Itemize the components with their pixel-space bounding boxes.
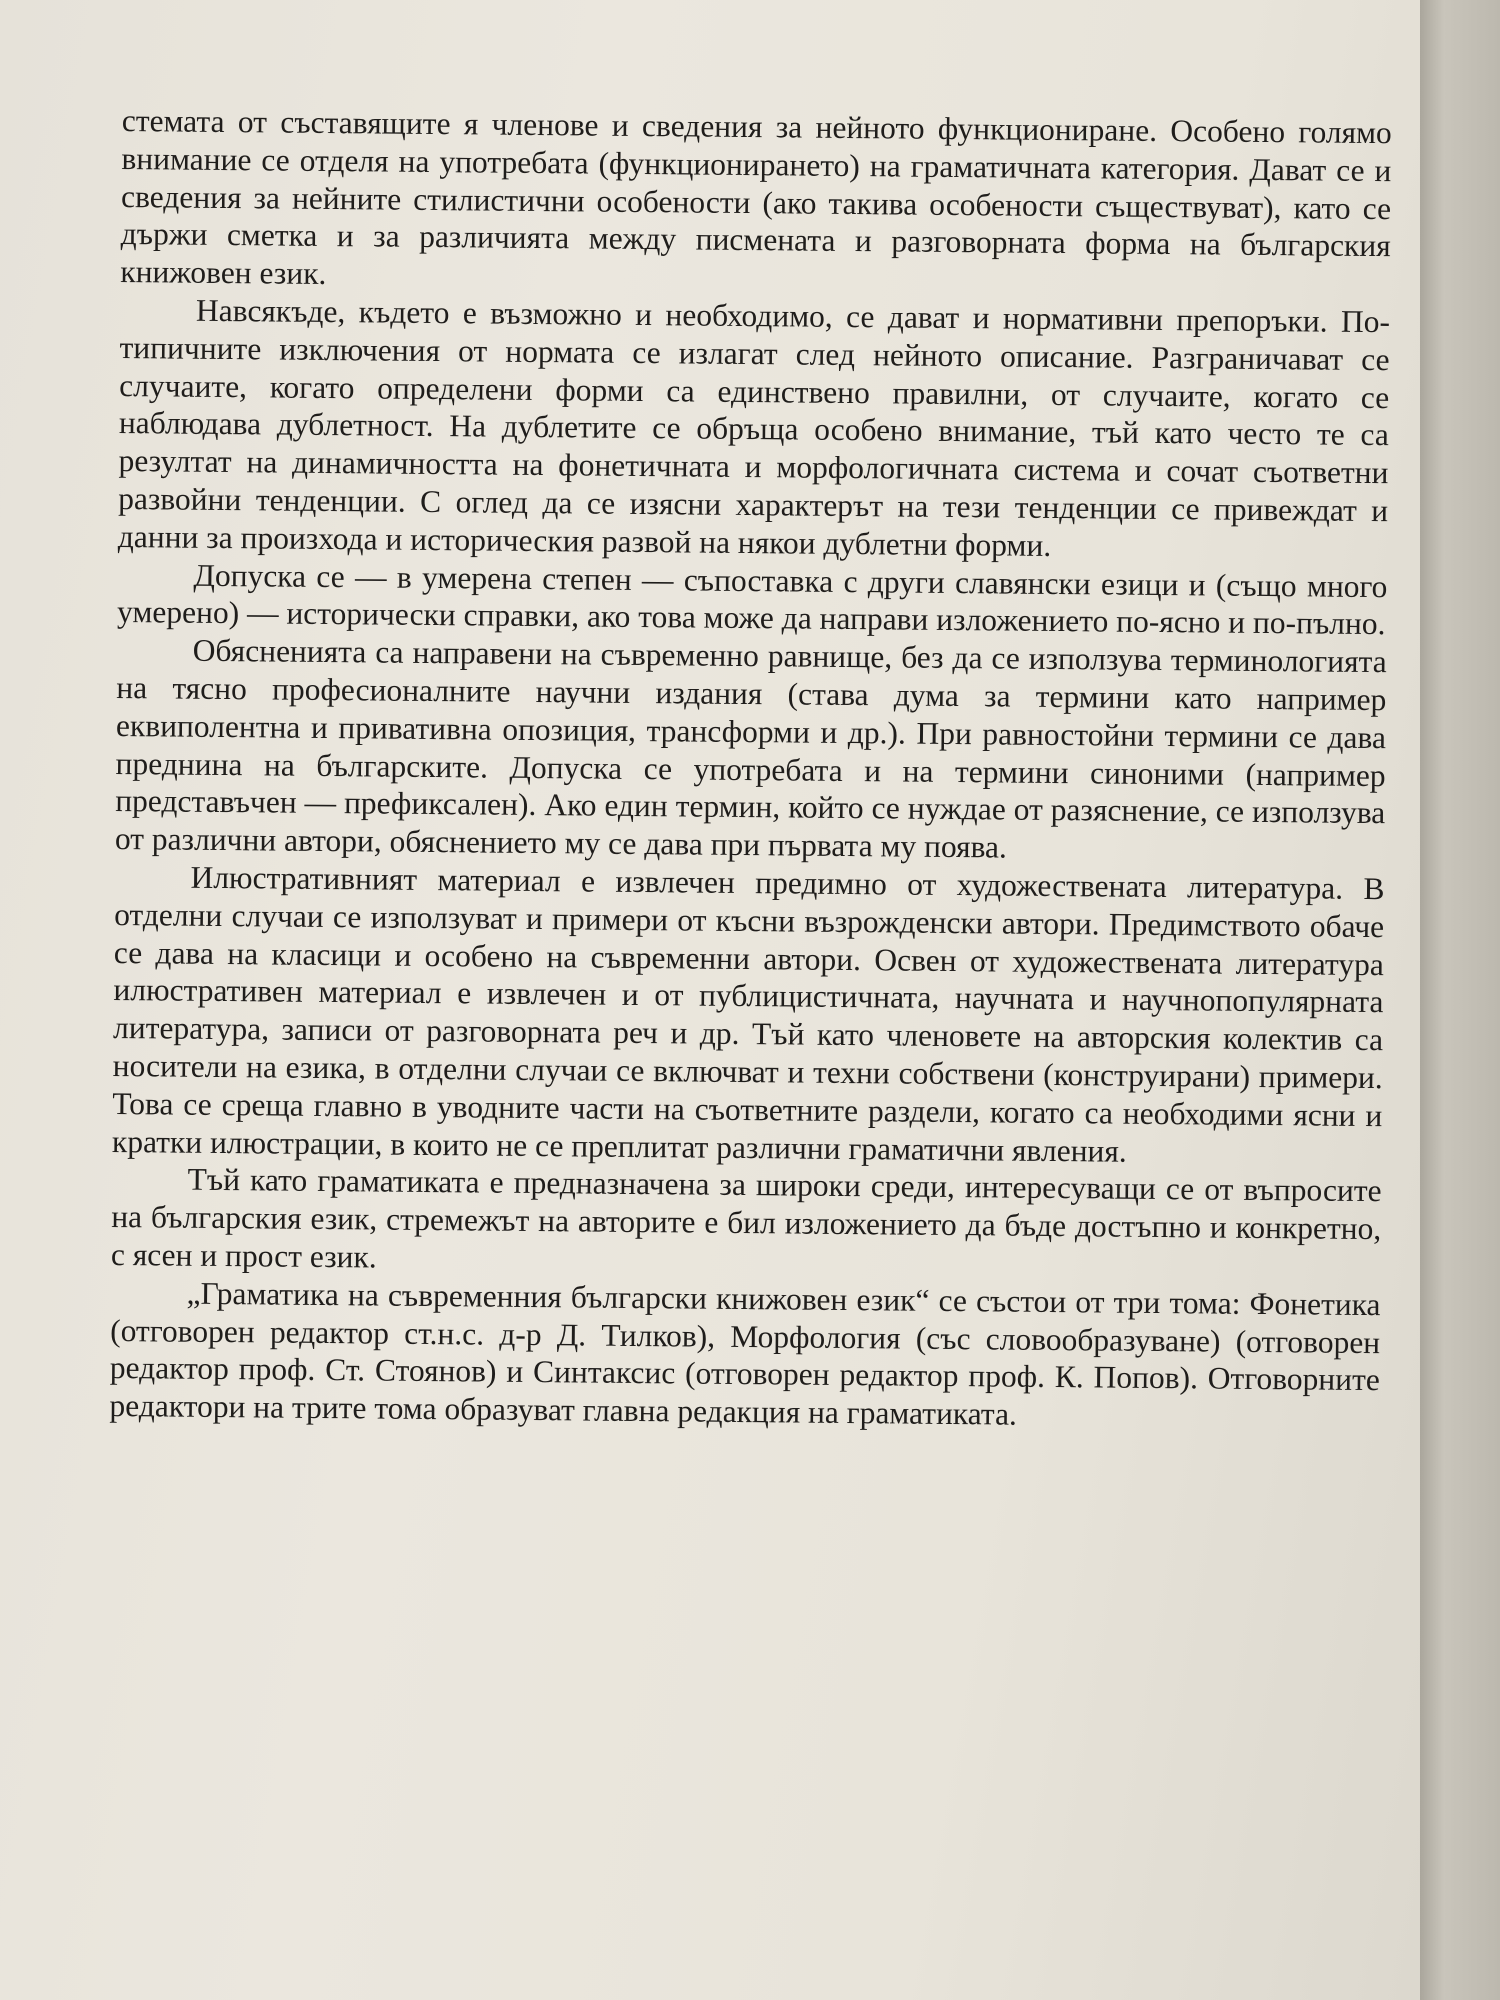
paragraph-5: Илюстративният материал е извлечен предимно от художествената литература. В отделни случаи се използуват и примери от късни възрожденски автори. Предимството обаче се дава на класици и особено на съвременни автори. Освен от художествената литература илюстративен материал е извлечен и от публицистичната, научната и научнопопулярната литература, записи от разговорната реч и др. Тъй като членовете на авторския колектив са носители на езика, в отделни случаи се включват и техни собствени (конструирани) примери. Това се среща главно в уводните части на съответните раздели, когато са необходими ясни и кратки илюстрации, в които не се преплитат различни граматични явления. [111,859,1385,1169]
facing-page-edge [1420,0,1500,2000]
paragraph-3: Допуска се — в умерена степен — съпоставка с други славянски езици и (също много умерено) — исторически справки, ако това може да направи изложението по-ясно и по-пълно. [116,557,1388,642]
page-body-text [109,102,1392,1437]
paragraph-4: Обясненията са направени на съвременно равнище, без да се използува терминологията на тясно професионалните научни издания (става дума за термини като например еквиполентна и привативна опозиция, трансформи и др.). При равностойни термини се дава преднина на българските. Допуска се употребата и на термини синоними (например представъчен — префиксален). Ако един термин, който се нуждае от разяснение, се използува от различни автори, обяснението му се дава при първата му поява. [114,632,1387,865]
paragraph-2: Навсякъде, където е възможно и необходимо, се дават и нормативни препоръки. По-типичните изключения от нормата се излагат след нейното описание. Разграничават се случаите, когато определени форми са единствено правилни, от случаите, когато се наблюдава дублетност. На дублетите се обръща особено внимание, тъй като често те са резултат на динамичността на фонетичната и морфологичната система и сочат съответни развойни тенденции. С оглед да се изясни характерът на тези тенденции се привеждат и данни за произхода и историческия развой на някои дублетни форми. [117,292,1391,563]
paragraph-1: стемата от съставящите я членове и сведения за нейното функциониране. Особено голямо внимание се отделя на употребата (функционирането) на граматичната категория. Дават се и сведения за нейните стилистични особености (ако такива особености съществуват), като се държи сметка и за различията между писмената и разговорната форма на българския книжовен език. [120,102,1392,292]
paragraph-6: Тъй като граматиката е предназначена за широки среди, интересуващи се от въпросите на българския език, стремежът на авторите е бил изложението да бъде достъпно и конкретно, с ясен и прост език. [110,1161,1382,1275]
paragraph-7: „Граматика на съвременния български книжовен език“ се състои от три тома: Фонетика (отговорен редактор ст.н.с. д-р Д. Тилков), Морфология (със словообразуване) (отговорен редактор проф. Ст. Стоянов) и Синтаксис (отговорен редактор проф. К. Попов). Отговорните редактори на трите тома образуват главна редакция на граматиката. [109,1275,1381,1432]
